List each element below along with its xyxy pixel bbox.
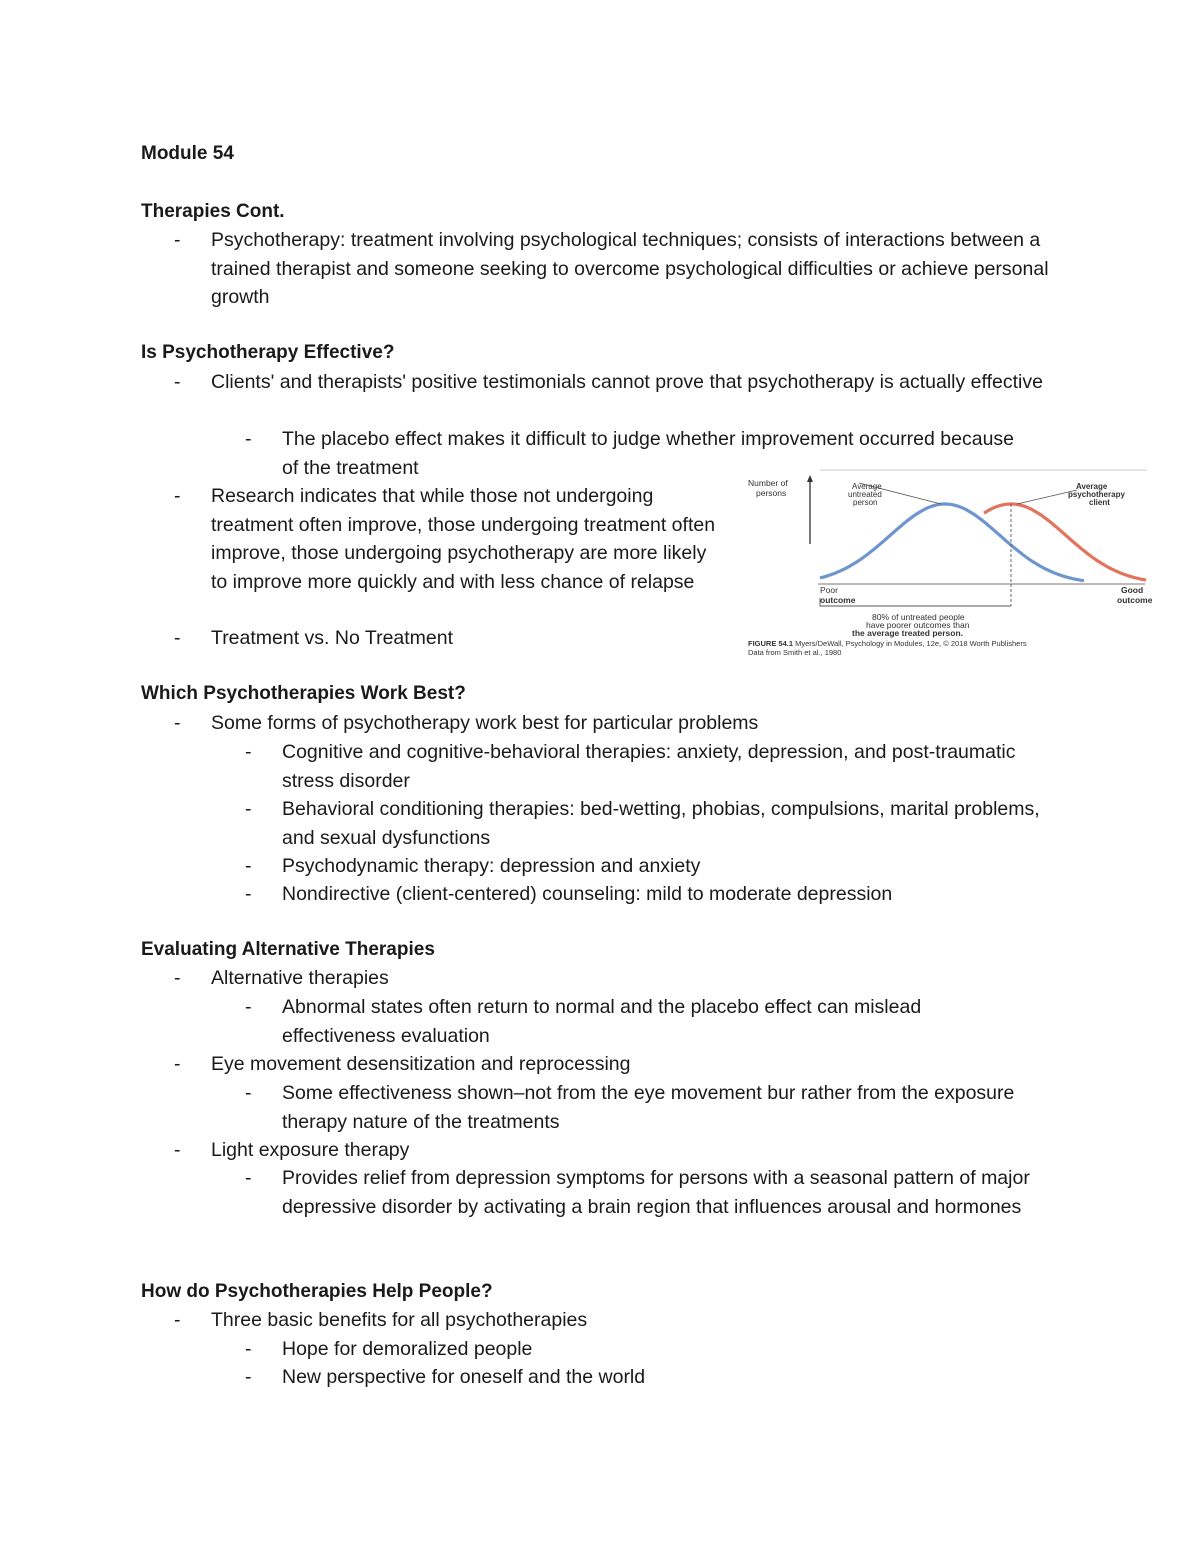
figure-note: have poorer outcomes than: [866, 620, 970, 630]
bullet-dash: -: [245, 798, 252, 820]
untreated-label: Average: [852, 482, 882, 491]
list-item: New perspective for oneself and the world: [282, 1366, 646, 1388]
list-item: Psychodynamic therapy: depression and anxiety: [282, 855, 701, 877]
list-item: Light exposure therapy: [211, 1139, 410, 1161]
figure-note: the average treated person.: [852, 628, 964, 638]
bullet-dash: -: [174, 1053, 181, 1075]
poor-outcome-label: Poor: [820, 585, 838, 595]
bullet-dash: -: [174, 485, 181, 507]
bullet-dash: -: [245, 428, 252, 450]
untreated-label: person: [853, 498, 878, 507]
list-item: Research indicates that while those not undergoing treatment often improve, those undergoing treatment often improve, those undergoing psychotherapy are more likely to improve more quickly and with less chance of relapse: [211, 485, 716, 593]
list-item: Behavioral conditioning therapies: bed-wetting, phobias, compulsions, marital problems, and sexual dysfunctions: [282, 798, 1040, 849]
y-axis-label: Number of: [748, 478, 788, 488]
heading-evaluating-alternative-therapies: Evaluating Alternative Therapies: [141, 939, 435, 960]
list-item: Cognitive and cognitive-behavioral therapies: anxiety, depression, and post-traumatic stress disorder: [282, 741, 1016, 792]
bullet-dash: -: [174, 712, 181, 734]
treated-label: psychotherapy: [1068, 490, 1125, 499]
bullet-dash: -: [174, 229, 181, 251]
list-item: Some forms of psychotherapy work best for particular problems: [211, 712, 759, 734]
list-item: Provides relief from depression symptoms for persons with a seasonal pattern of major depressive disorder by activating a brain region that influences arousal and hormones: [282, 1167, 1030, 1218]
heading-which-psychotherapies-work-best: Which Psychotherapies Work Best?: [141, 683, 466, 704]
bullet-dash: -: [174, 967, 181, 989]
figure-svg: [740, 466, 1152, 658]
list-item: Treatment vs. No Treatment: [211, 627, 454, 649]
bullet-dash: -: [174, 627, 181, 649]
bullet-dash: -: [245, 855, 252, 877]
bullet-dash: -: [245, 1338, 252, 1360]
bullet-dash: -: [174, 371, 181, 393]
figure-note: 80% of untreated people: [872, 612, 965, 622]
bullet-dash: -: [245, 1082, 252, 1104]
heading-is-psychotherapy-effective: Is Psychotherapy Effective?: [141, 342, 395, 363]
bullet-dash: -: [245, 883, 252, 905]
list-item: Eye movement desensitization and reprocessing: [211, 1053, 631, 1075]
untreated-label: untreated: [848, 490, 882, 499]
poor-outcome-label: outcome: [820, 595, 856, 605]
heading-therapies-cont: Therapies Cont.: [141, 201, 285, 222]
heading-how-do-psychotherapies-help: How do Psychotherapies Help People?: [141, 1281, 493, 1302]
bullet-dash: -: [245, 741, 252, 763]
bullet-dash: -: [245, 1366, 252, 1388]
list-item: Clients' and therapists' positive testimonials cannot prove that psychotherapy is actually effective: [211, 371, 1043, 393]
figure-caption-source: Data from Smith et al., 1980: [748, 648, 842, 657]
bullet-dash: -: [174, 1309, 181, 1331]
list-item: The placebo effect makes it difficult to judge whether improvement occurred because of the treatment: [282, 428, 1015, 479]
list-item: Nondirective (client-centered) counseling: mild to moderate depression: [282, 883, 893, 905]
good-outcome-label: outcome: [1117, 595, 1152, 605]
list-item: Hope for demoralized people: [282, 1338, 533, 1360]
y-axis-arrowhead: [807, 475, 813, 482]
list-item: Psychotherapy: treatment involving psychological techniques; consists of interactions between a trained therapist and someone seeking to overcome psychological difficulties or achieve personal growth: [211, 229, 1049, 309]
module-title: Module 54: [141, 143, 234, 164]
bullet-dash: -: [245, 1167, 252, 1189]
good-outcome-label: Good: [1121, 585, 1144, 595]
treated-label: Average: [1076, 482, 1108, 491]
outcome-distribution-figure: [740, 466, 1152, 658]
figure-caption: FIGURE 54.1 Myers/DeWall, Psychology in Modules, 12e, © 2018 Worth Publishers: [748, 639, 1027, 648]
treated-label: client: [1089, 498, 1110, 507]
y-axis-label: persons: [756, 488, 787, 498]
list-item: Three basic benefits for all psychotherapies: [211, 1309, 588, 1331]
bullet-dash: -: [174, 1139, 181, 1161]
list-item: Abnormal states often return to normal and the placebo effect can mislead effectiveness evaluation: [282, 996, 922, 1047]
list-item: Alternative therapies: [211, 967, 389, 989]
list-item: Some effectiveness shown–not from the eye movement bur rather from the exposure therapy nature of the treatments: [282, 1082, 1015, 1133]
bullet-dash: -: [245, 996, 252, 1018]
